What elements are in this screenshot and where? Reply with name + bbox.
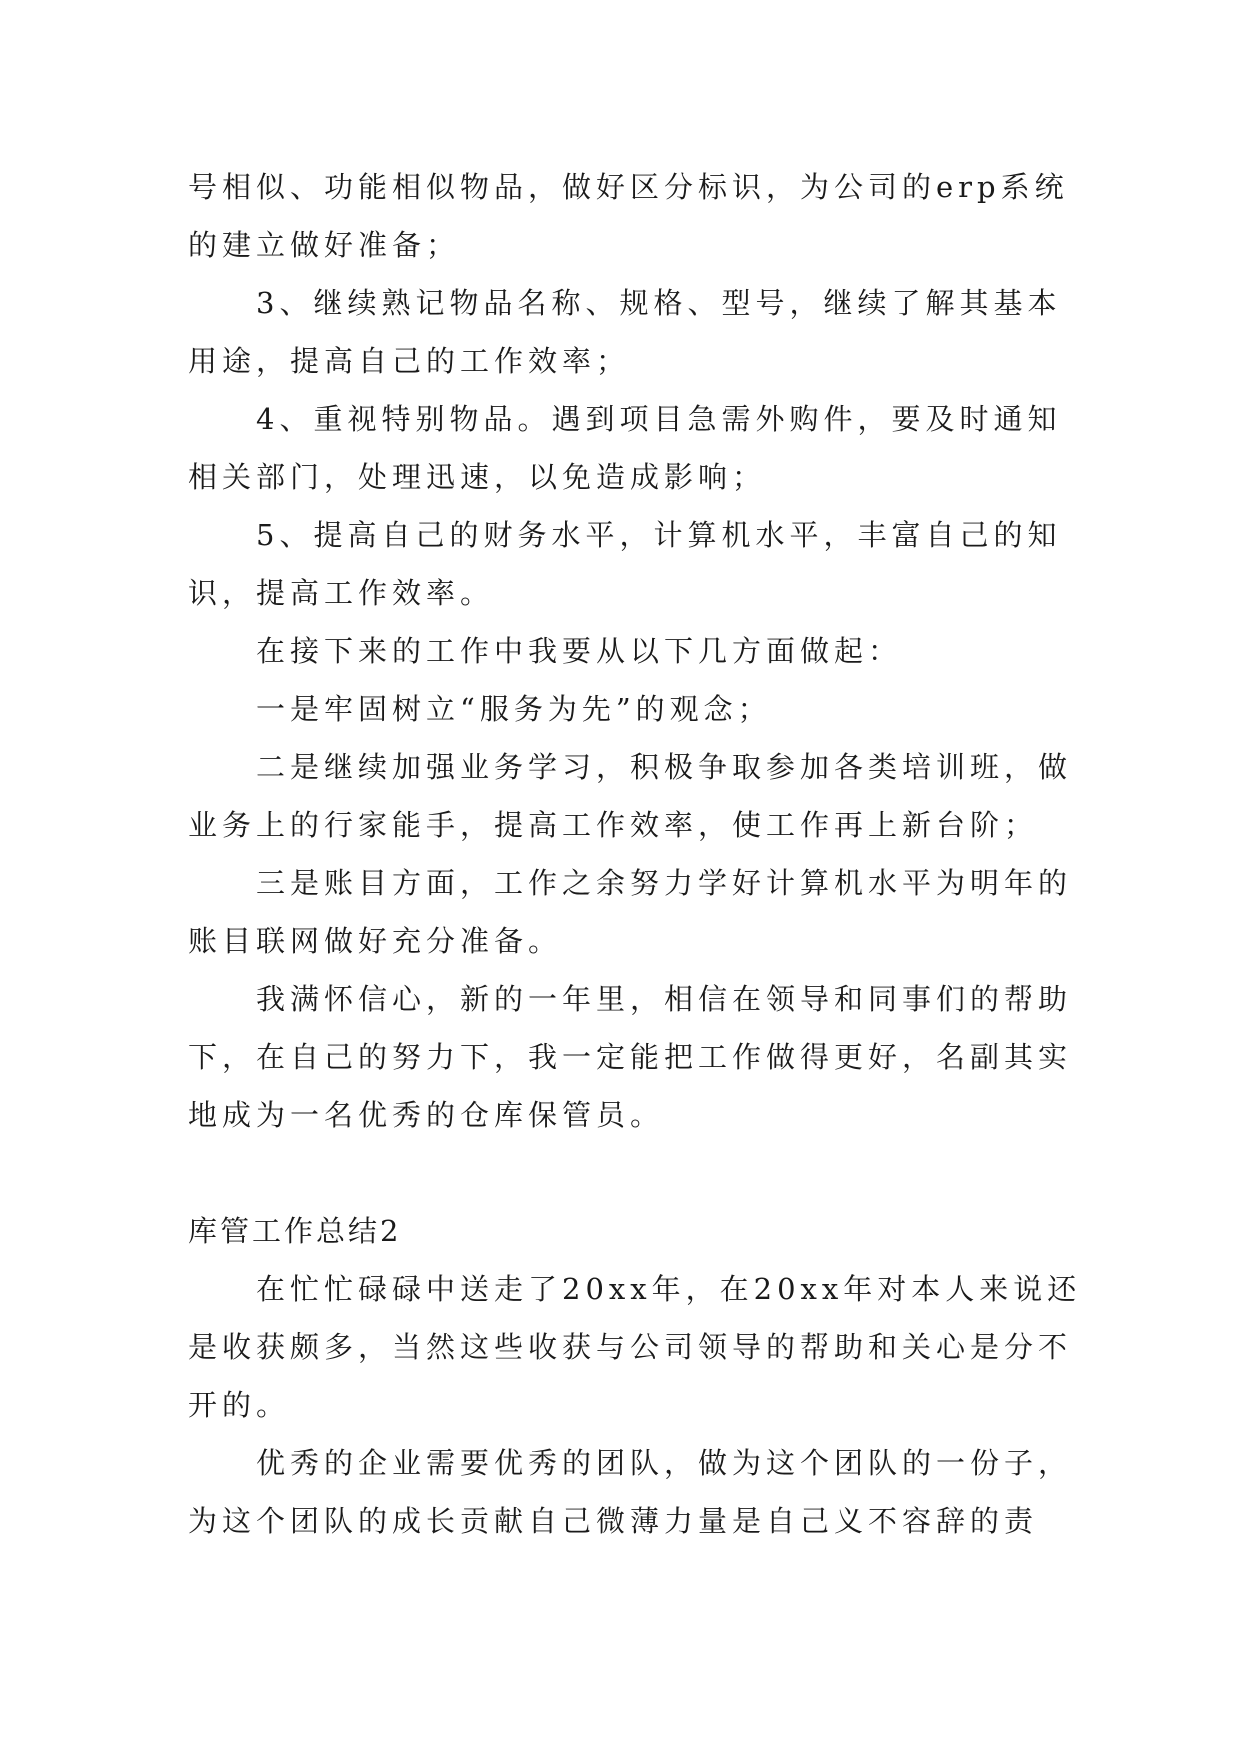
text-line: 我满怀信心，新的一年里，相信在领导和同事们的帮助	[256, 982, 1073, 1016]
text-line: 相关部门，处理迅速，以免造成影响；	[188, 460, 767, 494]
text-line: 开的。	[188, 1388, 291, 1422]
text-line: 在忙忙碌碌中送走了20xx年，在20xx年对本人来说还	[256, 1272, 1082, 1306]
text-line: 5、提高自己的财务水平，计算机水平，丰富自己的知	[256, 518, 1062, 552]
text-line: 为这个团队的成长贡献自己微薄力量是自己义不容辞的责	[188, 1504, 1039, 1538]
text-line: 的建立做好准备；	[188, 228, 461, 262]
text-line: 4、重视特别物品。遇到项目急需外购件，要及时通知	[256, 402, 1062, 436]
text-line: 在接下来的工作中我要从以下几方面做起：	[256, 634, 903, 668]
text-line: 三是账目方面，工作之余努力学好计算机水平为明年的	[256, 866, 1073, 900]
text-line: 识，提高工作效率。	[188, 576, 495, 610]
text-line: 用途，提高自己的工作效率；	[188, 344, 631, 378]
text-line: 业务上的行家能手，提高工作效率，使工作再上新台阶；	[188, 808, 1039, 842]
text-line: 地成为一名优秀的仓库保管员。	[188, 1098, 665, 1132]
text-line: 优秀的企业需要优秀的团队，做为这个团队的一份子，	[256, 1446, 1073, 1480]
text-line: 账目联网做好充分准备。	[188, 924, 563, 958]
text-line: 下，在自己的努力下，我一定能把工作做得更好，名副其实	[188, 1040, 1073, 1074]
text-line: 号相似、功能相似物品，做好区分标识，为公司的erp系统	[188, 170, 1069, 204]
document-body	[188, 158, 1082, 1550]
section-spacer	[188, 1144, 1058, 1202]
text-line: 二是继续加强业务学习，积极争取参加各类培训班，做	[256, 750, 1073, 784]
text-line: 一是牢固树立“服务为先”的观念；	[256, 692, 772, 726]
text-line: 3、继续熟记物品名称、规格、型号，继续了解其基本	[256, 286, 1062, 320]
text-line: 是收获颇多，当然这些收获与公司领导的帮助和关心是分不	[188, 1330, 1073, 1364]
section-heading: 库管工作总结2	[188, 1214, 402, 1248]
